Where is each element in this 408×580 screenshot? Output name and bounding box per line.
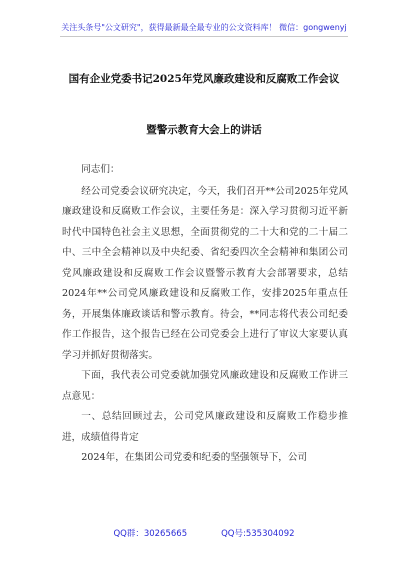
paragraph-outline: 下面，我代表公司党委就加强党风廉政建设和反腐败工作讲三点意见： [62, 370, 348, 402]
document-title-line-2: 暨警示教育大会上的讲话 [146, 124, 262, 136]
section-heading-1: 一、总结回顾过去，公司党风廉政建设和反腐败工作稳步推进，成绩值得肯定 [62, 411, 348, 443]
header-banner: 关注头条号"公文研究"，获得最新最全最专业的公文资料库！ 微信：gongwenyj [61, 23, 347, 32]
salutation: 同志们： [81, 164, 120, 175]
paragraph-2024: 2024年，在集团公司党委和纪委的坚强领导下，公司 [81, 452, 308, 463]
paragraph-intro: 经公司党委会议研究决定，今天，我们召开**公司2025年党风廉政建设和反腐败工作会议，主要任务是：深入学习贯彻习近平新时代中国特色社会主义思想，全面贯彻党的二十大和党的二十届二中、三中全会精神以及中央纪委、省纪委四次全会精神和集团公司党风廉政建设和反腐败工作会议暨警示教育大会部署要求，总结2024年**公司党风廉政建设和反腐败工作，安排2025年重点任务，开展集体廉政谈话和警示教育。待会，**同志将代表公司纪委作工作报告，这个报告已经在公司党委会上进行了审议大家要认真学习并抓好贯彻落实。 [62, 185, 348, 361]
footer-qq-number: QQ号:535304092 [221, 529, 295, 539]
document-title-line-1: 国有企业党委书记2025年党风廉政建设和反腐败工作会议 [68, 73, 340, 85]
header-divider [60, 36, 348, 37]
footer-qq-group: QQ群：30265665 [113, 529, 188, 539]
footer-contacts [0, 528, 408, 540]
document-body [62, 160, 348, 469]
